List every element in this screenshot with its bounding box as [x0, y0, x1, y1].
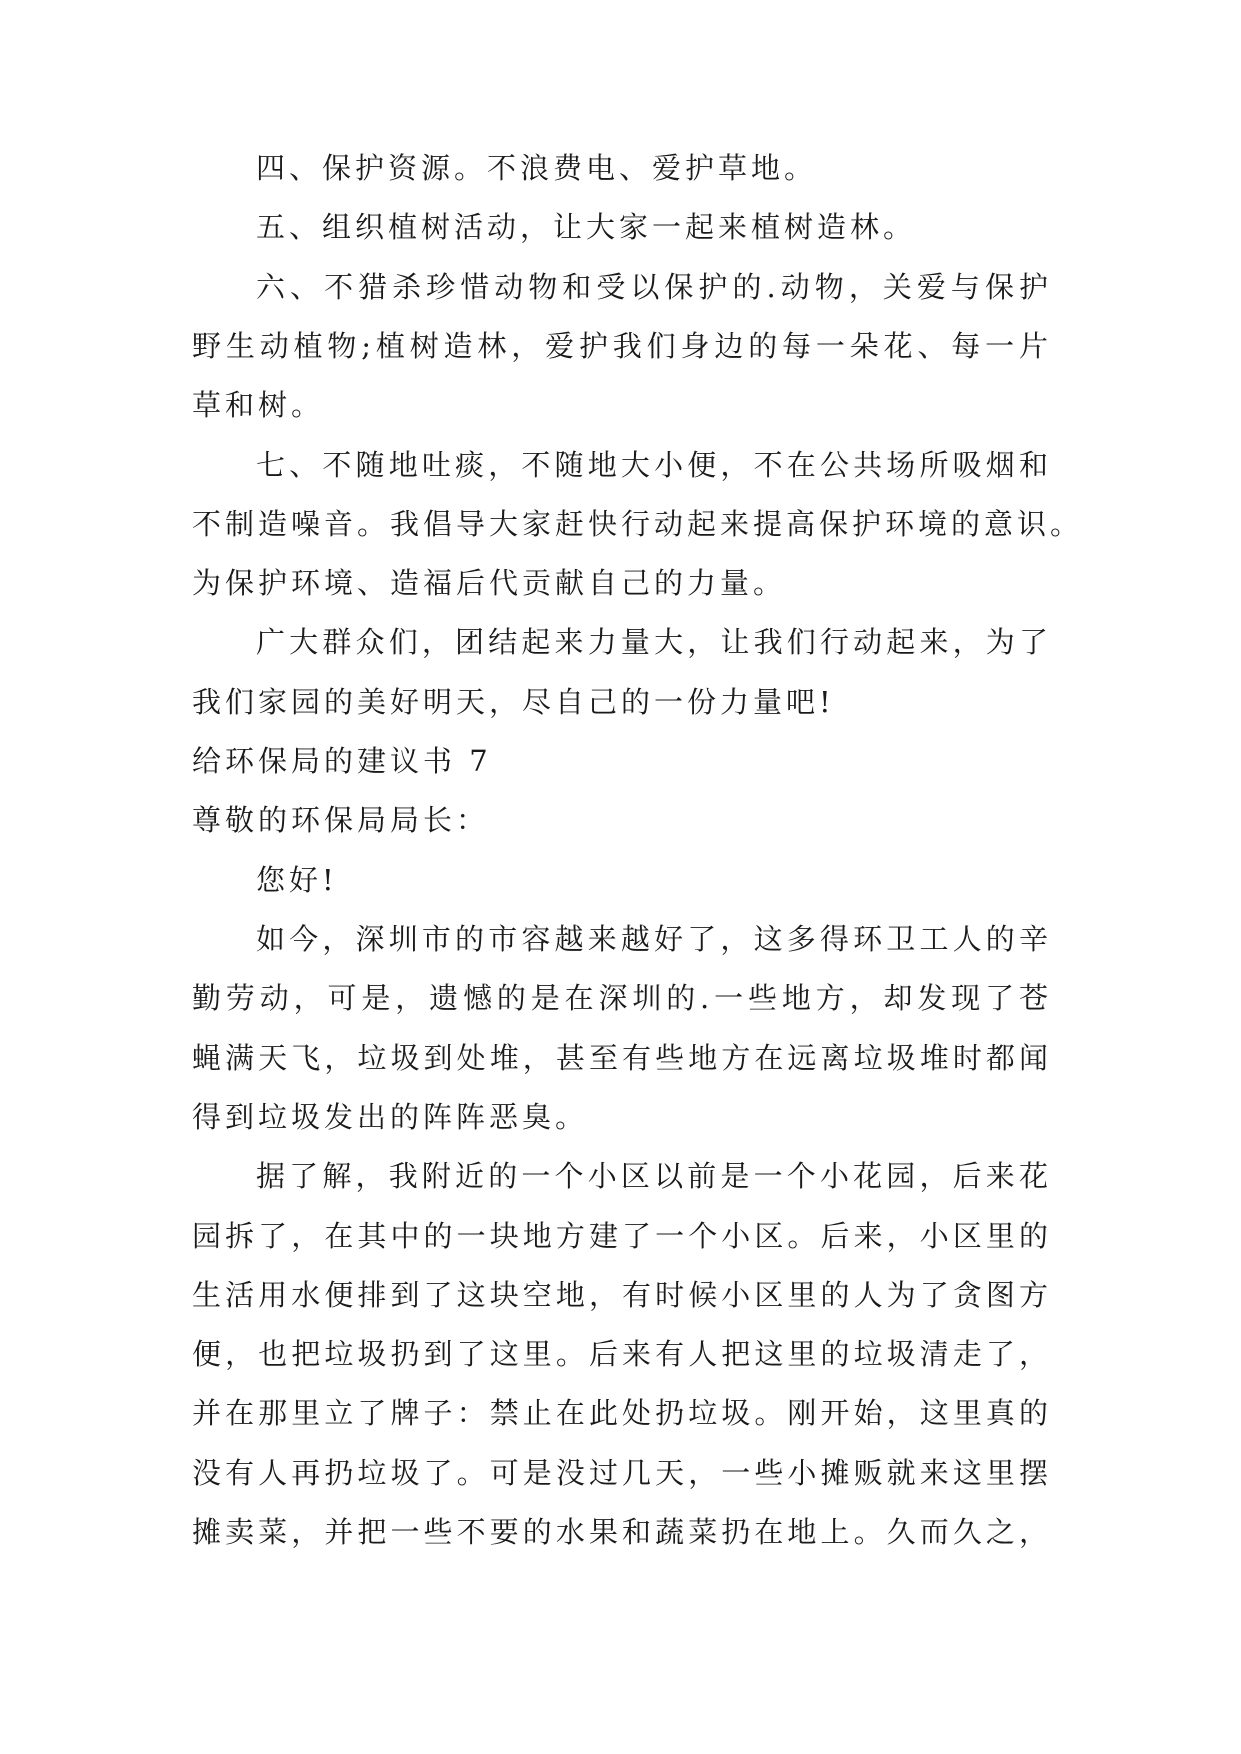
paragraph-line: 没有人再扔垃圾了。可是没过几天，一些小摊贩就来这里摆: [192, 1456, 1052, 1490]
paragraph-line: 野生动植物;植树造林，爱护我们身边的每一朵花、每一片: [192, 329, 1052, 363]
paragraph-line: 广大群众们，团结起来力量大，让我们行动起来，为了: [256, 625, 1052, 659]
paragraph-line: 并在那里立了牌子：禁止在此处扔垃圾。刚开始，这里真的: [192, 1396, 1052, 1430]
paragraph-line: 不制造噪音。我倡导大家赶快行动起来提高保护环境的意识。: [192, 507, 1084, 541]
paragraph-line: 如今，深圳市的市容越来越好了，这多得环卫工人的辛: [256, 922, 1052, 956]
paragraph-line: 勤劳动，可是，遗憾的是在深圳的.一些地方，却发现了苍: [192, 981, 1052, 1015]
paragraph-line: 六、不猎杀珍惜动物和受以保护的.动物，关爱与保护: [256, 270, 1052, 304]
greeting: 您好!: [256, 863, 338, 897]
paragraph-line: 蝇满天飞，垃圾到处堆，甚至有些地方在远离垃圾堆时都闻: [192, 1041, 1052, 1075]
paragraph-line: 得到垃圾发出的阵阵恶臭。: [192, 1100, 589, 1134]
paragraph-line: 我们家园的美好明天，尽自己的一份力量吧!: [192, 685, 835, 719]
paragraph-line: 草和树。: [192, 388, 325, 422]
paragraph-line: 七、不随地吐痰，不随地大小便，不在公共场所吸烟和: [256, 448, 1052, 482]
salutation: 尊敬的环保局局长：: [192, 803, 490, 837]
paragraph-line: 园拆了，在其中的一块地方建了一个小区。后来，小区里的: [192, 1219, 1052, 1253]
paragraph-line: 五、组织植树活动，让大家一起来植树造林。: [256, 210, 917, 244]
paragraph-line: 为保护环境、造福后代贡献自己的力量。: [192, 566, 787, 600]
paragraph-line: 摊卖菜，并把一些不要的水果和蔬菜扔在地上。久而久之，: [192, 1515, 1052, 1549]
paragraph-line: 生活用水便排到了这块空地，有时候小区里的人为了贪图方: [192, 1278, 1052, 1312]
section-title: 给环保局的建议书 7: [192, 744, 492, 778]
paragraph-line: 四、保护资源。不浪费电、爱护草地。: [256, 151, 818, 185]
paragraph-line: 便，也把垃圾扔到了这里。后来有人把这里的垃圾清走了，: [192, 1337, 1052, 1371]
paragraph-line: 据了解，我附近的一个小区以前是一个小花园，后来花: [256, 1159, 1052, 1193]
